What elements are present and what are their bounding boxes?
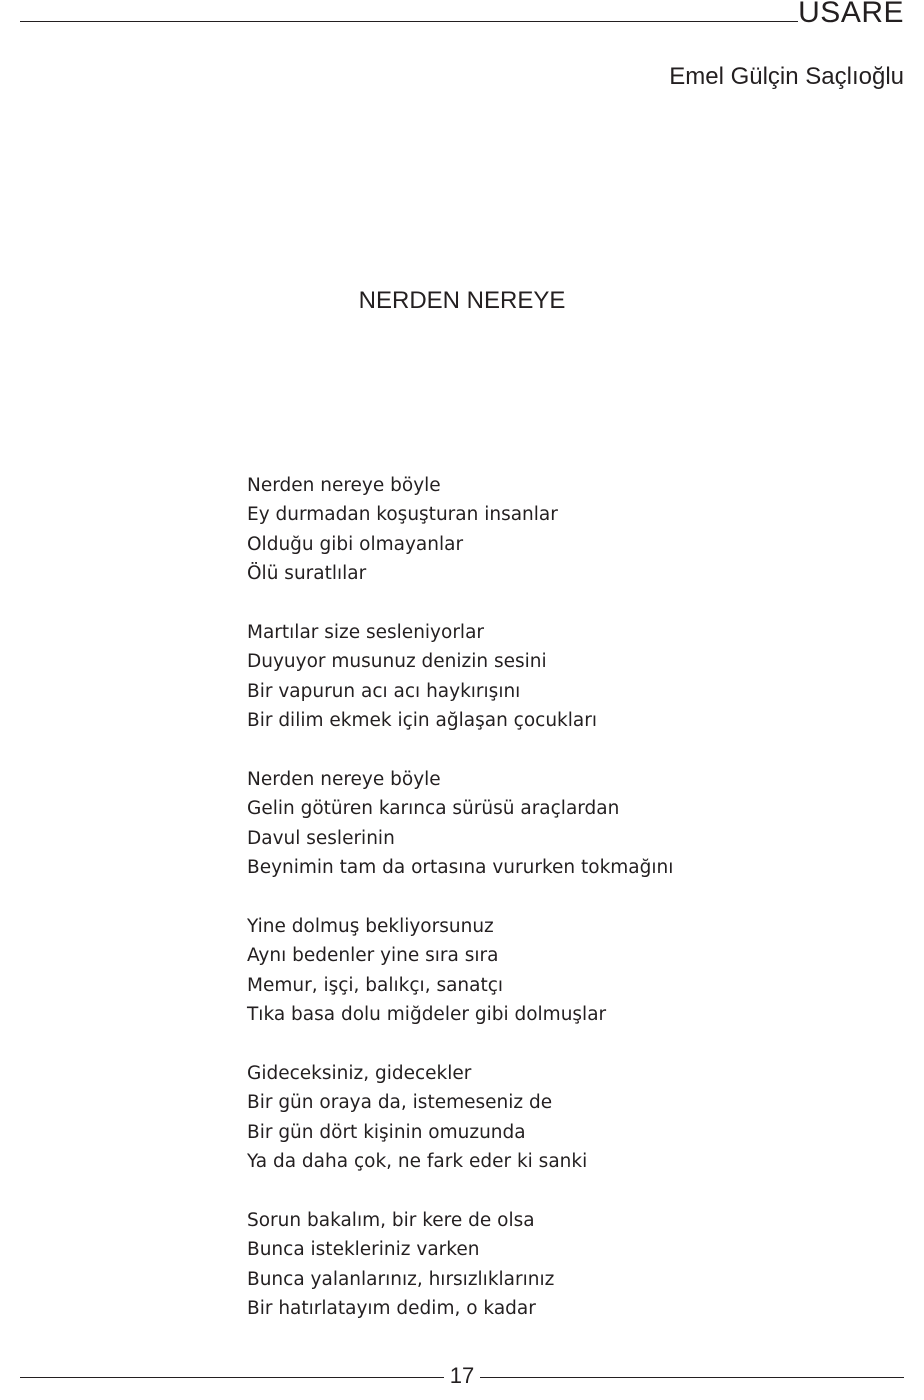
poem-line: Bir gün dört kişinin omuzunda: [247, 1121, 526, 1143]
stanza: [247, 765, 673, 883]
poem-line: Sorun bakalım, bir kere de olsa: [247, 1209, 535, 1231]
poem-line: Tıka basa dolu miğdeler gibi dolmuşlar: [247, 1004, 607, 1026]
stanza: [247, 1059, 673, 1177]
header-rule: [20, 21, 798, 22]
stanza: [247, 912, 673, 1030]
page-number: 17: [449, 1363, 475, 1388]
poem-line: Bir gün oraya da, istemeseniz de: [247, 1092, 553, 1114]
poem-body: [247, 471, 673, 1353]
poem-line: Ölü suratlılar: [247, 563, 367, 585]
poem-line: Bir dilim ekmek için ağlaşan çocukları: [247, 710, 597, 732]
poem-line: Davul seslerinin: [247, 827, 395, 849]
poem-line: Memur, işçi, balıkçı, sanatçı: [247, 974, 504, 996]
poem-line: Nerden nereye böyle: [247, 768, 441, 790]
poem-line: Bir vapurun acı acı haykırışını: [247, 680, 521, 702]
footer-rule-left: [20, 1377, 444, 1378]
poem-line: Martılar size sesleniyorlar: [247, 621, 485, 643]
poem-line: Yine dolmuş bekliyorsunuz: [247, 915, 494, 937]
stanza: [247, 618, 673, 736]
stanza: [247, 471, 673, 589]
stanza: [247, 1206, 673, 1324]
poem-line: Gideceksiniz, gidecekler: [247, 1062, 472, 1084]
poem-line: Aynı bedenler yine sıra sıra: [247, 945, 499, 967]
poem-line: Olduğu gibi olmayanlar: [247, 533, 464, 555]
poem-line: Gelin götüren karınca sürüsü araçlardan: [247, 798, 620, 820]
poem-line: Ya da daha çok, ne fark eder ki sanki: [247, 1150, 588, 1172]
poem-line: Bir hatırlatayım dedim, o kadar: [247, 1297, 536, 1319]
poem-line: Nerden nereye böyle: [247, 475, 441, 496]
journal-name: USARE: [798, 0, 904, 29]
author-name: Emel Gülçin Saçlıoğlu: [669, 63, 904, 90]
poem-line: Beynimin tam da ortasına vururken tokmağını: [247, 857, 674, 879]
poem-title: NERDEN NEREYE: [358, 287, 566, 315]
poem-line: Bunca istekleriniz varken: [247, 1239, 480, 1261]
footer-rule-right: [480, 1377, 904, 1378]
poem-line: Bunca yalanlarınız, hırsızlıklarınız: [247, 1268, 555, 1290]
poem-line: Ey durmadan koşuşturan insanlar: [247, 504, 558, 526]
poem-line: Duyuyor musunuz denizin sesini: [247, 651, 547, 673]
